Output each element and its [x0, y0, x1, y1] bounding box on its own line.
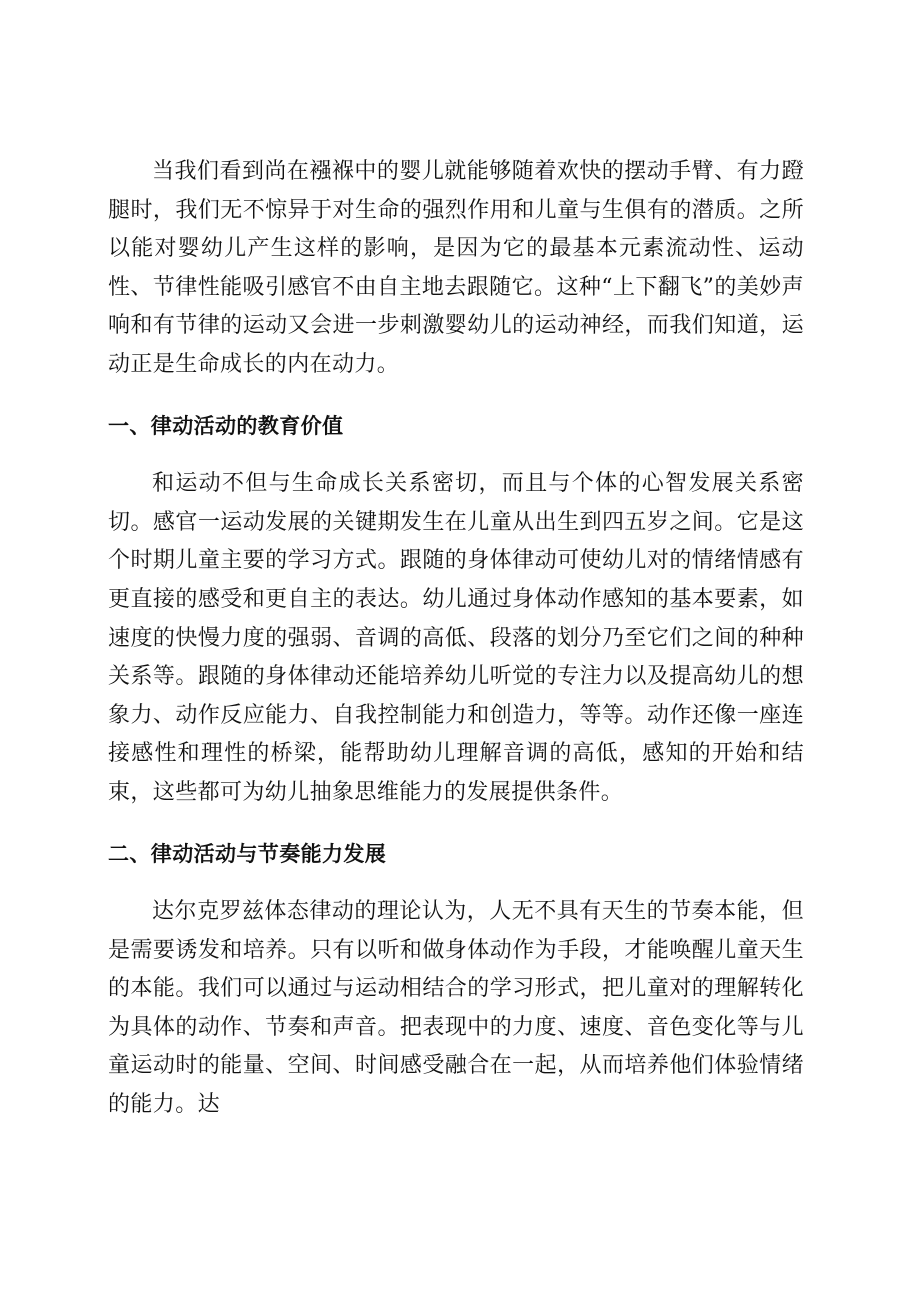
section-2-paragraph: 达尔克罗兹体态律动的理论认为，人无不具有天生的节奏本能，但是需要诱发和培养。只有以听和做身体动作为手段，才能唤醒儿童天生的本能。我们可以通过与运动相结合的学习形式，把儿童对的理解转化为具体的动作、节奏和声音。把表现中的力度、速度、音色变化等与儿童运动时的能量、空间、时间感受融合在一起，从而培养他们体验情绪的能力。达 — [108, 899, 804, 1118]
document-page — [108, 153, 804, 1125]
section-heading-1: 一、律动活动的教育价值 — [108, 413, 344, 438]
section-heading-2: 二、律动活动与节奏能力发展 — [108, 841, 387, 866]
intro-paragraph: 当我们看到尚在襁褓中的婴儿就能够随着欢快的摆动手臂、有力蹬腿时，我们无不惊异于对生命的强烈作用和儿童与生俱有的潜质。之所以能对婴幼儿产生这样的影响，是因为它的最基本元素流动性、运动性、节律性能吸引感官不由自主地去跟随它。这种“上下翻飞”的美妙声响和有节律的运动又会进一步刺激婴幼儿的运动神经，而我们知道，运动正是生命成长的内在动力。 — [108, 159, 804, 377]
section-1-paragraph: 和运动不但与生命成长关系密切，而且与个体的心智发展关系密切。感官一运动发展的关键期发生在儿童从出生到四五岁之间。它是这个时期儿童主要的学习方式。跟随的身体律动可使幼儿对的情绪情感有更直接的感受和更自主的表达。幼儿通过身体动作感知的基本要素，如速度的快慢力度的强弱、音调的高低、段落的划分乃至它们之间的种种关系等。跟随的身体律动还能培养幼儿听觉的专注力以及提高幼儿的想象力、动作反应能力、自我控制能力和创造力，等等。动作还像一座连接感性和理性的桥梁，能帮助幼儿理解音调的高低，感知的开始和结束，这些都可为幼儿抽象思维能力的发展提供条件。 — [108, 471, 804, 805]
